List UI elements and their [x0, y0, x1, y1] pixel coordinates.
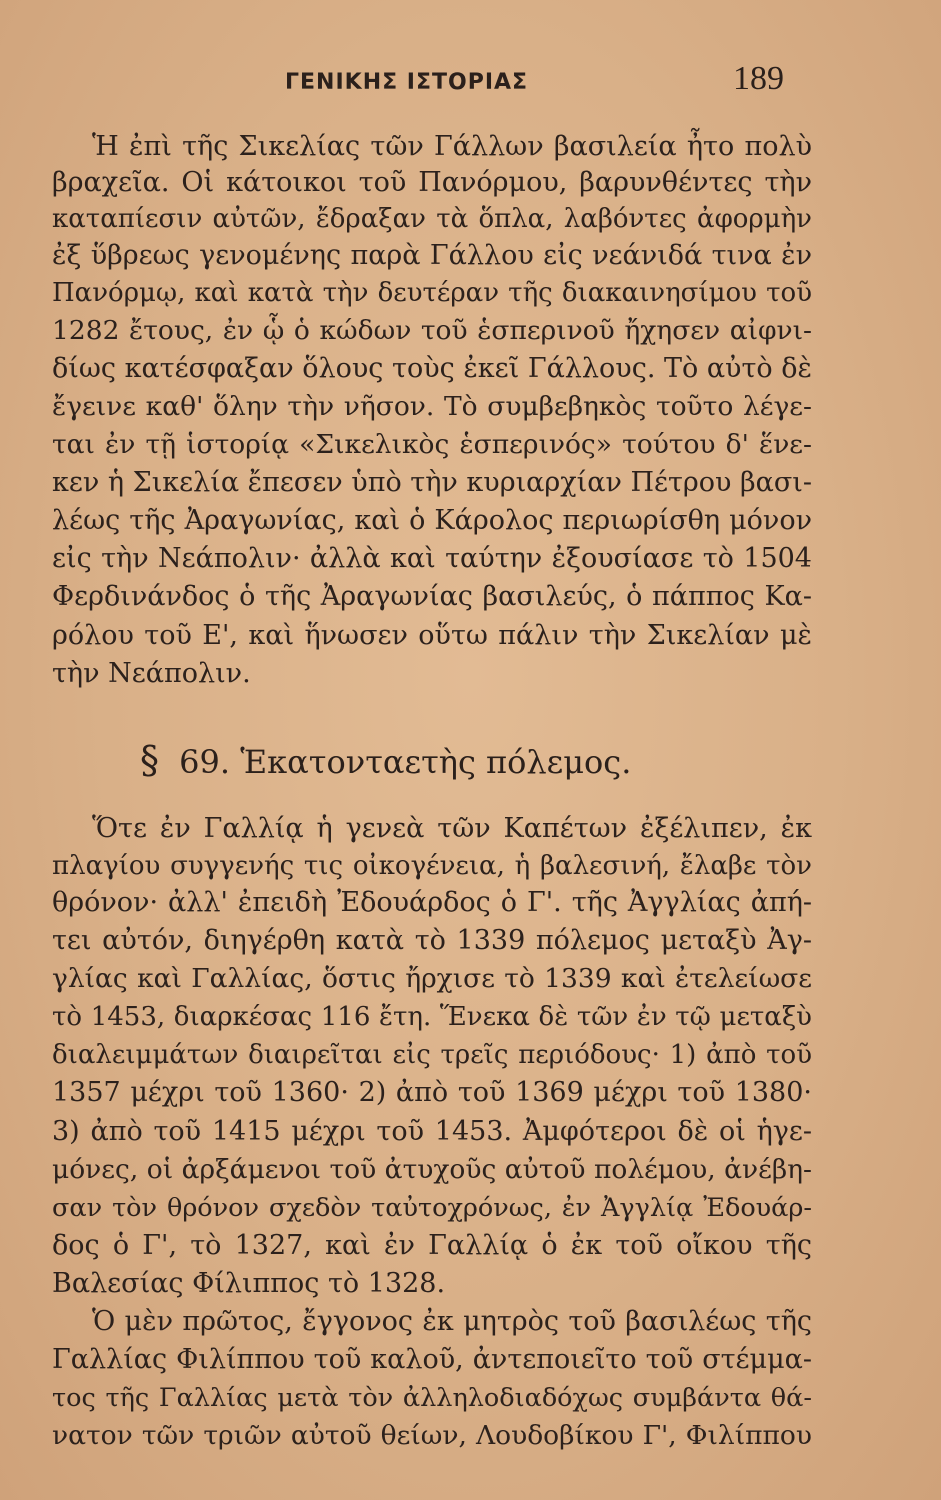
text-line: πλαγίου συγγενής τις οἰκογένεια, ἡ βαλεσινή, ἔλαβε τὸν [52, 851, 812, 881]
text-line: βραχεῖα. Οἱ κάτοικοι τοῦ Πανόρμου, βαρυνθέντες τὴν [52, 167, 812, 198]
text-line: δος ὁ Γ', τὸ 1327, καὶ ἐν Γαλλίᾳ ὁ ἐκ τοῦ οἴκου τῆς [52, 1230, 812, 1261]
text-line: τὸ 1453, διαρκέσας 116 ἔτη. Ἕνεκα δὲ τῶν ἐν τῷ μεταξὺ [52, 1002, 812, 1032]
text-line: καταπίεσιν αὐτῶν, ἔδραξαν τὰ ὅπλα, λαβόντες ἀφορμὴν [52, 204, 812, 234]
text-line: Φερδινάνδος ὁ τῆς Ἀραγωνίας βασιλεύς, ὁ πάππος Κα- [52, 581, 812, 612]
page-number: 189 [733, 60, 784, 97]
text-line: τει αὐτόν, διηγέρθη κατὰ τὸ 1339 πόλεμος μεταξὺ Ἀγ- [52, 925, 812, 956]
text-line: Γαλλίας Φιλίππου τοῦ καλοῦ, ἀντεποιεῖτο τοῦ στέμμα- [52, 1344, 812, 1375]
text-line: Πανόρμῳ, καὶ κατὰ τὴν δευτέραν τῆς διακαινησίμου τοῦ [52, 278, 812, 308]
text-line: εἰς τὴν Νεάπολιν· ἀλλὰ καὶ ταύτην ἐξουσίασε τὸ 1504 [52, 543, 812, 574]
text-line: τος τῆς Γαλλίας μετὰ τὸν ἀλληλοδιαδόχως συμβάντα θά- [52, 1383, 812, 1413]
text-line: ρόλου τοῦ Ε', καὶ ἥνωσεν οὕτω πάλιν τὴν Σικελίαν μὲ [52, 620, 812, 651]
section-heading [140, 738, 631, 782]
text-line: Βαλεσίας Φίλιππος τὸ 1328. [52, 1268, 446, 1299]
text-line: ἐξ ὕβρεως γενομένης παρὰ Γάλλου εἰς νεάνιδά τινα ἐν [52, 240, 812, 271]
text-line: νατον τῶν τριῶν αὐτοῦ θείων, Λουδοβίκου Γ', Φιλίππου [52, 1420, 812, 1451]
running-title: ΓΕΝΙΚΗΣ ΙΣΤΟΡΙΑΣ [285, 70, 529, 95]
text-line: ται ἐν τῇ ἱστορίᾳ «Σικελικὸς ἑσπερινός» τούτου δ' ἕνε- [52, 429, 812, 460]
text-line: Ὅτε ἐν Γαλλίᾳ ἡ γενεὰ τῶν Καπέτων ἐξέλιπεν, ἐκ [92, 813, 812, 844]
text-line: μόνες, οἱ ἀρξάμενοι τοῦ ἀτυχοῦς αὐτοῦ πολέμου, ἀνέβη- [52, 1154, 812, 1185]
text-line: 1357 μέχρι τοῦ 1360· 2) ἀπὸ τοῦ 1369 μέχρι τοῦ 1380· [52, 1077, 812, 1108]
text-line: κεν ἡ Σικελία ἔπεσεν ὑπὸ τὴν κυριαρχίαν Πέτρου βασι- [52, 467, 813, 498]
text-line: ἔγεινε καθ' ὅλην τὴν νῆσον. Τὸ συμβεβηκὸς τοῦτο λέγε- [52, 391, 812, 422]
text-line: γλίας καὶ Γαλλίας, ὅστις ἤρχισε τὸ 1339 καὶ ἐτελείωσε [52, 963, 812, 994]
text-line: τὴν Νεάπολιν. [52, 658, 251, 689]
text-line: 3) ἀπὸ τοῦ 1415 μέχρι τοῦ 1453. Ἀμφότεροι δὲ οἱ ἡγε- [52, 1116, 812, 1147]
text-line: λέως τῆς Ἀραγωνίας, καὶ ὁ Κάρολος περιωρίσθη μόνον [52, 505, 812, 536]
text-line: Ὁ μὲν πρῶτος, ἔγγονος ἐκ μητρὸς τοῦ βασιλέως τῆς [92, 1306, 812, 1337]
text-line: σαν τὸν θρόνον σχεδὸν ταὐτοχρόνως, ἐν Ἀγγλίᾳ Ἐδουάρ- [52, 1193, 812, 1223]
section-sign: § [140, 738, 159, 782]
text-line: Ἡ ἐπὶ τῆς Σικελίας τῶν Γάλλων βασιλεία ἦτο πολὺ [92, 131, 812, 162]
section-title: Ἑκατονταετὴς πόλεμος. [240, 743, 632, 781]
text-line: διαλειμμάτων διαιρεῖται εἰς τρεῖς περιόδους· 1) ἀπὸ τοῦ [52, 1040, 812, 1070]
text-line: 1282 ἔτους, ἐν ᾧ ὁ κώδων τοῦ ἑσπερινοῦ ἤχησεν αἰφνι- [52, 315, 812, 346]
text-line: δίως κατέσφαξαν ὅλους τοὺς ἐκεῖ Γάλλους. Τὸ αὐτὸ δὲ [52, 353, 812, 384]
text-line: θρόνον· ἀλλ' ἐπειδὴ Ἐδουάρδος ὁ Γ'. τῆς Ἀγγλίας ἀπή- [52, 887, 812, 918]
section-number: 69. [179, 743, 231, 781]
